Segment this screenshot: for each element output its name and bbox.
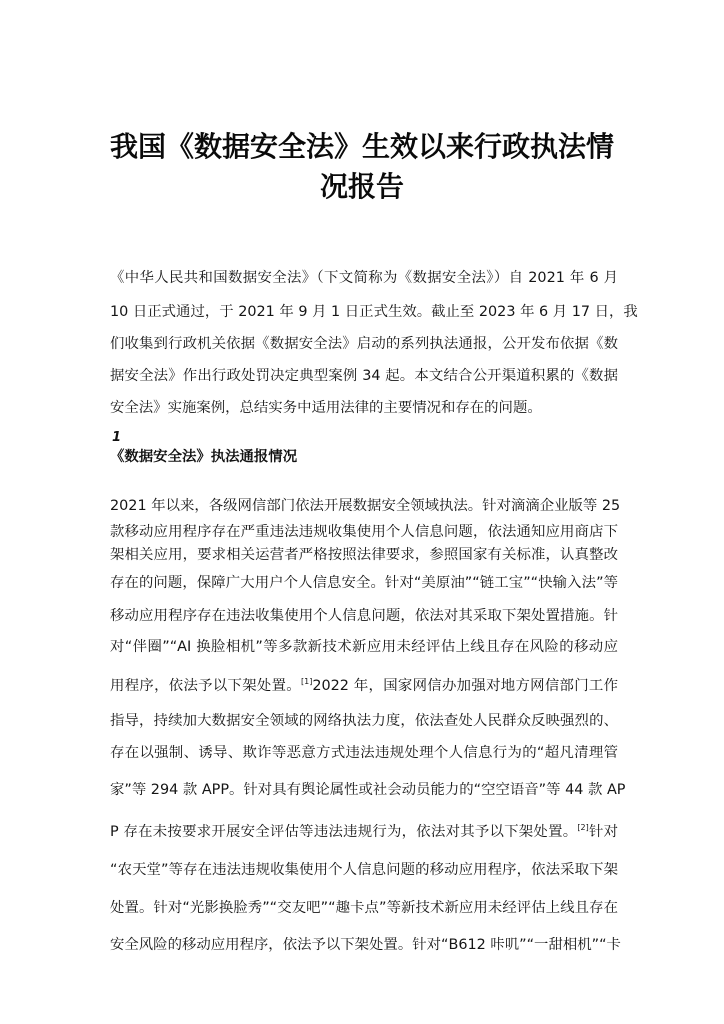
body-line: 存在的问题，保障广大用户个人信息安全。针对“美原油”“链工宝”“快输入法”等: [110, 575, 618, 591]
footnote-ref-1[interactable]: [1]: [301, 677, 313, 686]
intro-line: 《中华人民共和国数据安全法》（下文简称为《数据安全法》）自 2021 年 6 月: [110, 270, 618, 286]
document-title: [100, 127, 624, 207]
section-number: 1: [112, 430, 122, 445]
body-text: 2022 年，国家网信办加强对地方网信部门工作: [312, 678, 618, 694]
body-text: P 存在未按要求开展安全评估等违法违规行为，依法对其予以下架处置。: [110, 824, 578, 840]
intro-line: 10 日正式通过，于 2021 年 9 月 1 日正式生效。截止至 2023 年 6 月 17 日，我: [110, 304, 638, 320]
body-line: “农天堂”等存在违法违规收集使用个人信息问题的移动应用程序，依法采取下架: [110, 862, 618, 878]
body-line: 2021 年以来，各级网信部门依法开展数据安全领域执法。针对滴滴企业版等 25: [110, 498, 621, 514]
body-text: 用程序，依法予以下架处置。: [110, 678, 301, 694]
intro-line: 据安全法》作出行政处罚决定典型案例 34 起。本文结合公开渠道积累的《数据: [110, 368, 618, 384]
body-line: 对“伴圈”“AI 换脸相机”等多款新技术新应用未经评估上线且存在风险的移动应: [110, 639, 618, 655]
intro-paragraph: [110, 262, 638, 424]
body-text: 针对: [588, 824, 618, 840]
body-line: 家”等 294 款 APP。针对具有舆论属性或社会动员能力的“空空语音”等 44 款 AP: [110, 782, 626, 798]
body-line: 架相关应用，要求相关运营者严格按照法律要求，参照国家有关标准，认真整改: [110, 547, 618, 563]
body-line: 存在以强制、诱导、欺诈等恶意方式违法违规处理个人信息行为的“超凡清理管: [110, 745, 618, 761]
body-paragraph: [110, 492, 626, 964]
intro-line: 们收集到行政机关依据《数据安全法》启动的系列执法通报，公开发布依据《数: [110, 336, 618, 352]
body-line: 安全风险的移动应用程序，依法予以下架处置。针对“B612 咔叽”“一甜相机”“卡: [110, 937, 621, 953]
section-title: 《数据安全法》执法通报情况: [110, 449, 298, 465]
title-line-2: 况报告: [319, 170, 404, 203]
intro-line: 安全法》实施案例，总结实务中适用法律的主要情况和存在的问题。: [110, 400, 542, 416]
body-line-with-ref: [110, 810, 618, 850]
body-line: 移动应用程序存在违法收集使用个人信息问题，依法对其采取下架处置措施。针: [110, 608, 618, 624]
body-line: 指导，持续加大数据安全领域的网络执法力度，依法查处人民群众反映强烈的、: [110, 713, 618, 729]
title-line-1: 我国《数据安全法》生效以来行政执法情: [109, 130, 614, 163]
footnote-ref-2[interactable]: [2]: [577, 823, 589, 832]
body-line-with-ref: [110, 662, 618, 706]
body-line: 处置。针对“光影换脸秀”“交友吧”“趣卡点”等新技术新应用未经评估上线且存在: [110, 900, 618, 916]
body-line: 款移动应用程序存在严重违法违规收集使用个人信息问题，依法通知应用商店下: [110, 524, 618, 540]
